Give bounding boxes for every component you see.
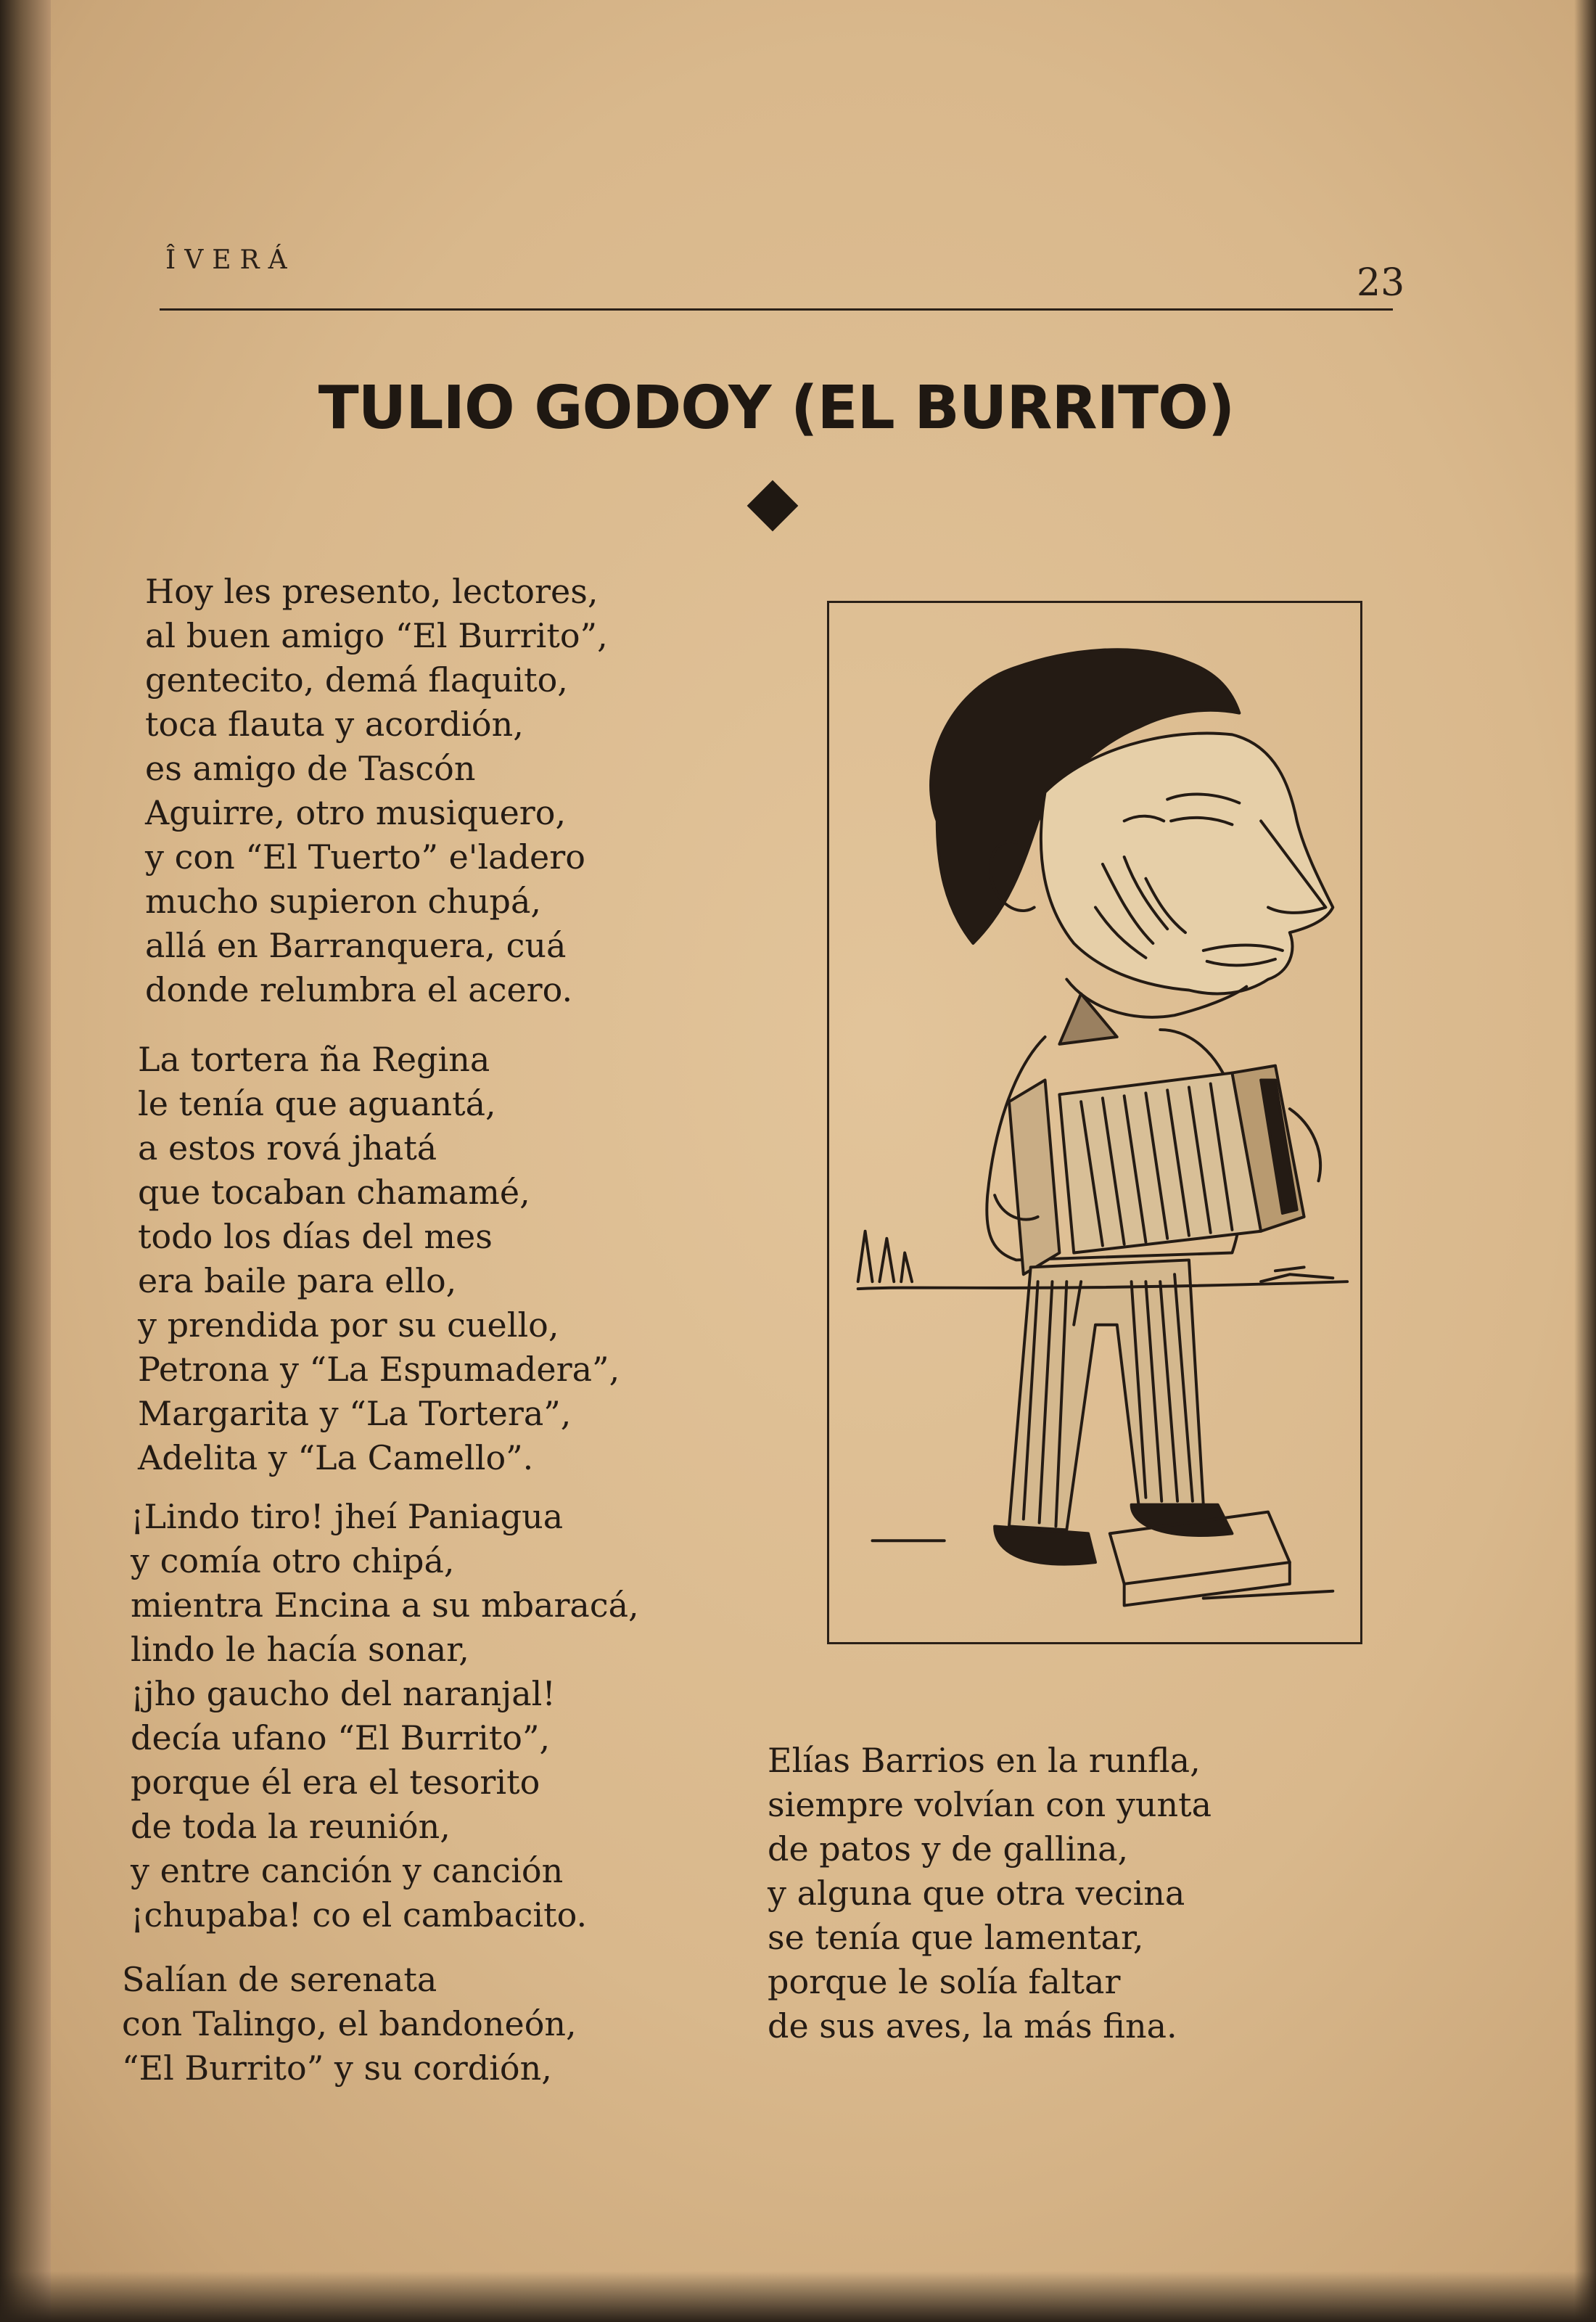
verse-line: le tenía que aguantá, — [138, 1084, 496, 1123]
header-rule — [160, 308, 1393, 311]
verse-line: Hoy les presento, lectores, — [145, 572, 598, 611]
verse-line: toca flauta y acordión, — [145, 705, 524, 744]
verse-line: mientra Encina a su mbaracá, — [131, 1585, 639, 1625]
verse-line: porque le solía faltar — [768, 1962, 1121, 2001]
caricature-illustration — [827, 601, 1362, 1644]
verse-line: Adelita y “La Camello”. — [138, 1438, 534, 1477]
diamond-ornament-icon — [747, 480, 799, 532]
verse-line: Petrona y “La Espumadera”, — [138, 1350, 620, 1389]
verse-line: de sus aves, la más fina. — [768, 2006, 1177, 2046]
verse-line: y con “El Tuerto” e'ladero — [145, 837, 585, 877]
page-number: 23 — [1357, 261, 1405, 305]
verse-line: con Talingo, el bandoneón, — [122, 2004, 577, 2043]
verse-line: “El Burrito” y su cordión, — [122, 2048, 552, 2088]
accordion-player-caricature-icon — [829, 603, 1360, 1642]
verse-line: a estos rová jhatá — [138, 1128, 437, 1168]
verse-line: ¡jho gaucho del naranjal! — [131, 1674, 556, 1713]
verse-line: Salían de serenata — [122, 1960, 437, 1999]
stanza-5 — [768, 1739, 1212, 2048]
page-right-edge — [1574, 0, 1596, 2322]
verse-line: es amigo de Tascón — [145, 749, 476, 788]
verse-line: ¡Lindo tiro! jheí Paniagua — [131, 1497, 564, 1536]
verse-line: La tortera ña Regina — [138, 1040, 490, 1079]
verse-line: que tocaban chamamé, — [138, 1173, 530, 1212]
poem-title: TULIO GODOY (EL BURRITO) — [318, 374, 1235, 443]
verse-line: al buen amigo “El Burrito”, — [145, 616, 608, 655]
verse-line: se tenía que lamentar, — [768, 1918, 1144, 1957]
verse-line: gentecito, demá flaquito, — [145, 660, 568, 700]
verse-line: siempre volvían con yunta — [768, 1785, 1212, 1824]
verse-line: de patos y de gallina, — [768, 1829, 1129, 1868]
stanza-4 — [122, 1958, 577, 2091]
verse-line: Elías Barrios en la runfla, — [768, 1741, 1201, 1780]
verse-line: y alguna que otra vecina — [768, 1874, 1185, 1913]
book-binding-shadow — [0, 0, 51, 2322]
stanza-1 — [145, 570, 608, 1012]
verse-line: allá en Barranquera, cuá — [145, 926, 567, 965]
running-head: ÎVERÁ — [165, 245, 296, 275]
verse-line: y comía otro chipá, — [131, 1541, 455, 1580]
verse-line: donde relumbra el acero. — [145, 970, 573, 1009]
verse-line: era baile para ello, — [138, 1261, 457, 1300]
verse-line: porque él era el tesorito — [131, 1763, 540, 1802]
stanza-3 — [131, 1495, 639, 1937]
verse-line: ¡chupaba! co el cambacito. — [131, 1895, 588, 1935]
verse-line: decía ufano “El Burrito”, — [131, 1718, 551, 1757]
stanza-2 — [138, 1038, 620, 1480]
verse-line: Margarita y “La Tortera”, — [138, 1394, 572, 1433]
verse-line: Aguirre, otro musiquero, — [145, 793, 567, 832]
verse-line: mucho supieron chupá, — [145, 882, 542, 921]
verse-line: lindo le hacía sonar, — [131, 1630, 469, 1669]
verse-line: de toda la reunión, — [131, 1807, 451, 1846]
verse-line: todo los días del mes — [138, 1217, 493, 1256]
verse-line: y prendida por su cuello, — [138, 1305, 559, 1345]
page-bottom-edge — [0, 2271, 1596, 2322]
verse-line: y entre canción y canción — [131, 1851, 564, 1890]
